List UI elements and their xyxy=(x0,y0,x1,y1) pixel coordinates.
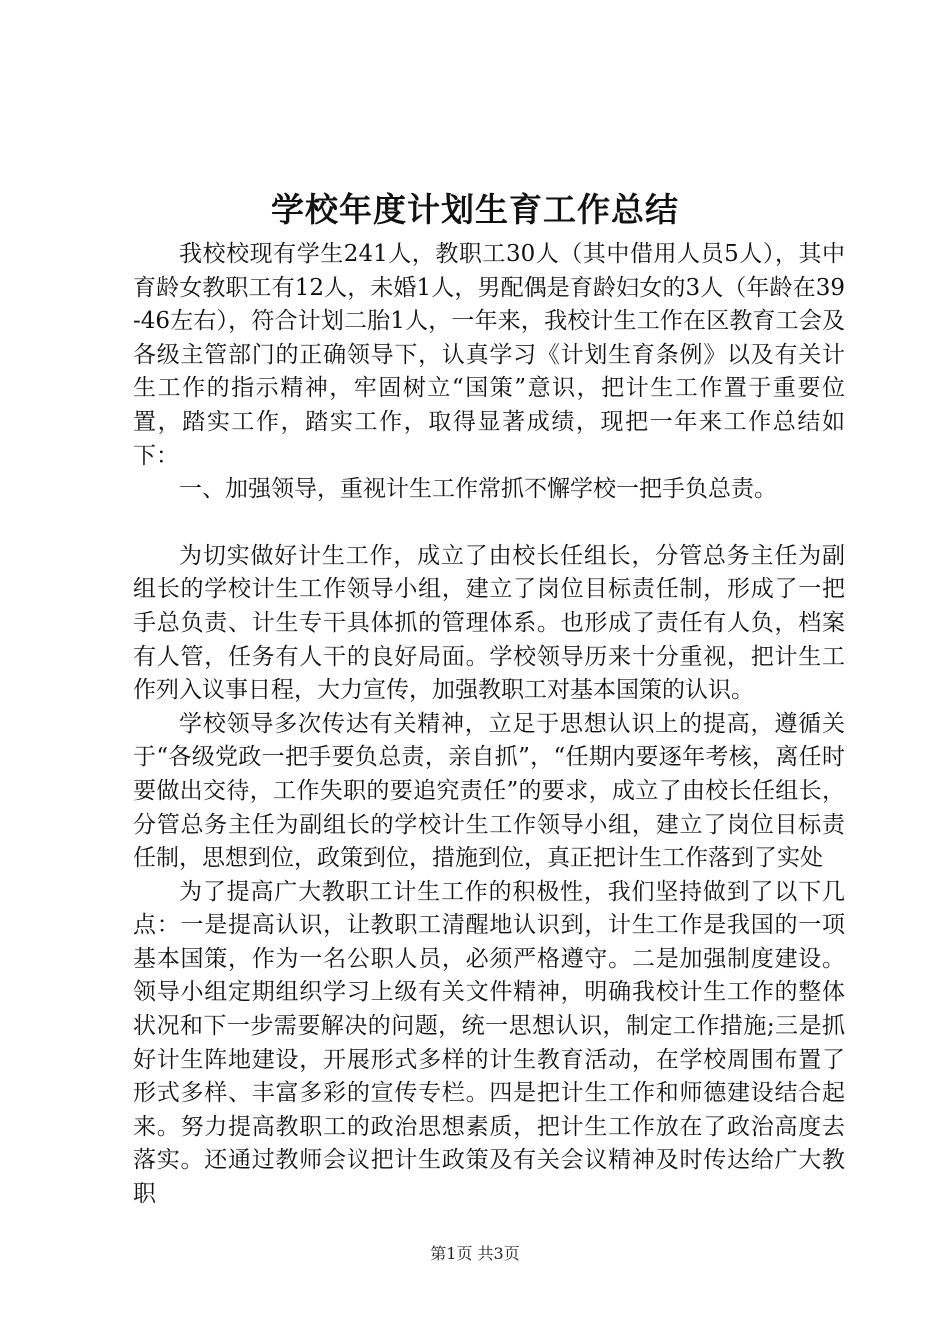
page-number: 第1页 共3页 xyxy=(430,1244,520,1263)
paragraph-measures: 为了提高广大教职工计生工作的积极性，我们坚持做到了以下几点：一是提高认识，让教职工清醒地认识到，计生工作是我国的一项基本国策，作为一名公职人员，必须严格遵守。二是加强制度建设。领导小组定期组织学习上级有关文件精神，明确我校计生工作的整体状况和下一步需要解决的问题，统一思想认识，制定工作措施;三是抓好计生阵地建设，开展形式多样的计生教育活动，在学校周围布置了形式多样、丰富多彩的宣传专栏。四是把计生工作和师德建设结合起来。努力提高教职工的政治思想素质，把计生工作放在了政治高度去落实。还通过教师会议把计生政策及有关会议精神及时传达给广大教职 xyxy=(133,878,845,1208)
paragraph-leadership-group: 为切实做好计生工作，成立了由校长任组长，分管总务主任为副组长的学校计生工作领导小组，建立了岗位目标责任制，形成了一把手总负责、计生专干具体抓的管理体系。也形成了责任有人负，档案有人管，任务有人干的良好局面。学校领导历来十分重视，把计生工作列入议事日程，大力宣传，加强教职工对基本国策的认识。 xyxy=(133,542,845,704)
section-heading-1: 一、加强领导，重视计生工作常抓不懈学校一把手负总责。 xyxy=(179,476,777,503)
paragraph-intro: 我校校现有学生241人，教职工30人（其中借用人员5人），其中育龄女教职工有12人，未婚1人，男配偶是育龄妇女的3人（年龄在39-46左右），符合计划二胎1人，一年来，我校计生工作在区教育工会及各级主管部门的正确领导下，认真学习《计划生育条例》以及有关计生工作的指示精神，牢固树立“国策”意识，把计生工作置于重要位置，踏实工作，踏实工作，取得显著成绩，现把一年来工作总结如下： xyxy=(133,241,845,469)
document-title: 学校年度计划生育工作总结 xyxy=(271,190,679,229)
document-body xyxy=(133,238,845,1212)
paragraph-responsibility: 学校领导多次传达有关精神，立足于思想认识上的提高，遵循关于“各级党政一把手要负总责，亲自抓”，“任期内要逐年考核，离任时要做出交待，工作失职的要追究责任”的要求，成立了由校长任组长，分管总务主任为副组长的学校计生工作领导小组，建立了岗位目标责任制，思想到位，政策到位，措施到位，真正把计生工作落到了实处 xyxy=(133,710,845,872)
